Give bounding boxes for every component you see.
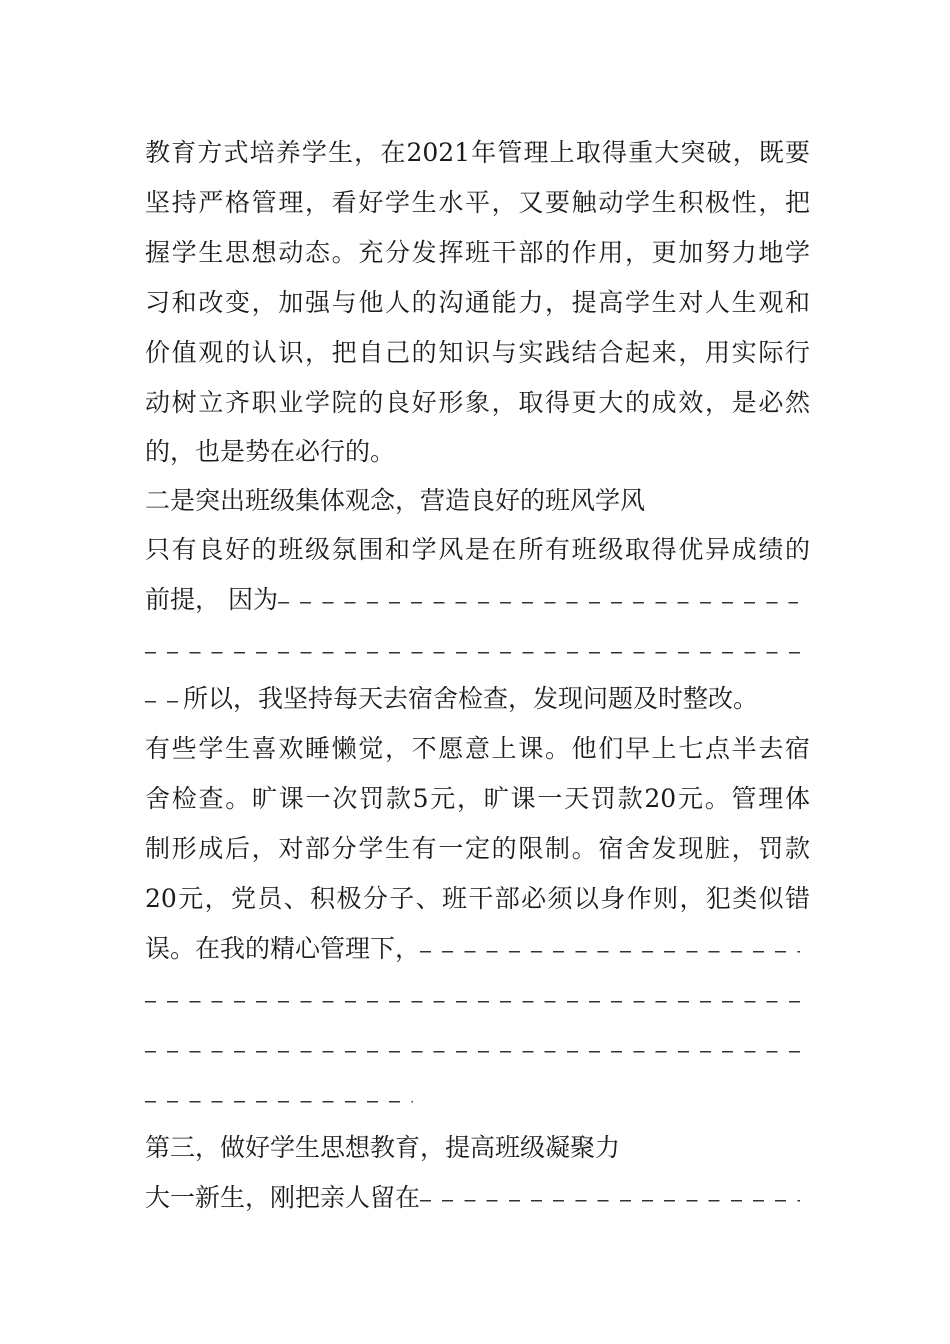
section-heading: 二是突出班级集体观念，营造良好的班风学风 xyxy=(145,486,646,515)
fill-in-blank xyxy=(145,1031,810,1057)
line-text: 所以，我坚持每天去宿舍检查，发现问题及时整改。 xyxy=(183,684,759,713)
paragraph-line: 动树立齐职业学院的良好形象，取得更大的成效，是必然 xyxy=(145,388,810,417)
blank-line xyxy=(145,979,810,1019)
paragraph-line: 习和改变，加强与他人的沟通能力，提高学生对人生观和 xyxy=(145,288,810,317)
paragraph-line: 20元，党员、积极分子、班干部必须以身作则，犯类似错 xyxy=(145,884,810,913)
blank-line xyxy=(145,630,810,670)
paragraph-line: 有些学生喜欢睡懒觉，不愿意上课。他们早上七点半去宿 xyxy=(145,734,810,763)
paragraph-line: 坚持严格管理，看好学生水平，又要触动学生积极性，把 xyxy=(145,188,810,217)
paragraph-line xyxy=(145,1178,810,1218)
fill-in-blank xyxy=(145,981,810,1007)
paragraph-line: 教育方式培养学生，在2021年管理上取得重大突破，既要 xyxy=(145,138,810,167)
section-heading: 第三，做好学生思想教育，提高班级凝聚力 xyxy=(145,1133,621,1162)
fill-in-blank xyxy=(145,1081,413,1107)
paragraph-line: 的，也是势在必行的。 xyxy=(145,437,396,466)
fill-in-blank xyxy=(420,931,800,957)
blank-line xyxy=(145,1029,810,1069)
fill-in-blank xyxy=(278,582,798,608)
fill-in-blank xyxy=(420,1180,800,1206)
blank-line xyxy=(145,1079,810,1119)
paragraph-line xyxy=(145,679,810,719)
line-text: 误。在我的精心管理下， xyxy=(145,934,421,963)
fill-in-blank xyxy=(145,681,183,707)
paragraph-line xyxy=(145,580,810,620)
paragraph-line: 握学生思想动态。充分发挥班干部的作用，更加努力地学 xyxy=(145,238,810,267)
line-text: 前提， 因为 xyxy=(145,585,278,614)
paragraph-line: 舍检查。旷课一次罚款5元，旷课一天罚款20元。管理体 xyxy=(145,784,810,813)
paragraph-line xyxy=(145,929,810,969)
line-text: 大一新生，刚把亲人留在 xyxy=(145,1183,421,1212)
paragraph-line: 价值观的认识，把自己的知识与实践结合起来，用实际行 xyxy=(145,338,810,367)
paragraph-line: 制形成后，对部分学生有一定的限制。宿舍发现脏，罚款 xyxy=(145,834,810,863)
fill-in-blank xyxy=(145,632,810,658)
paragraph-line: 只有良好的班级氛围和学风是在所有班级取得优异成绩的 xyxy=(145,535,810,564)
